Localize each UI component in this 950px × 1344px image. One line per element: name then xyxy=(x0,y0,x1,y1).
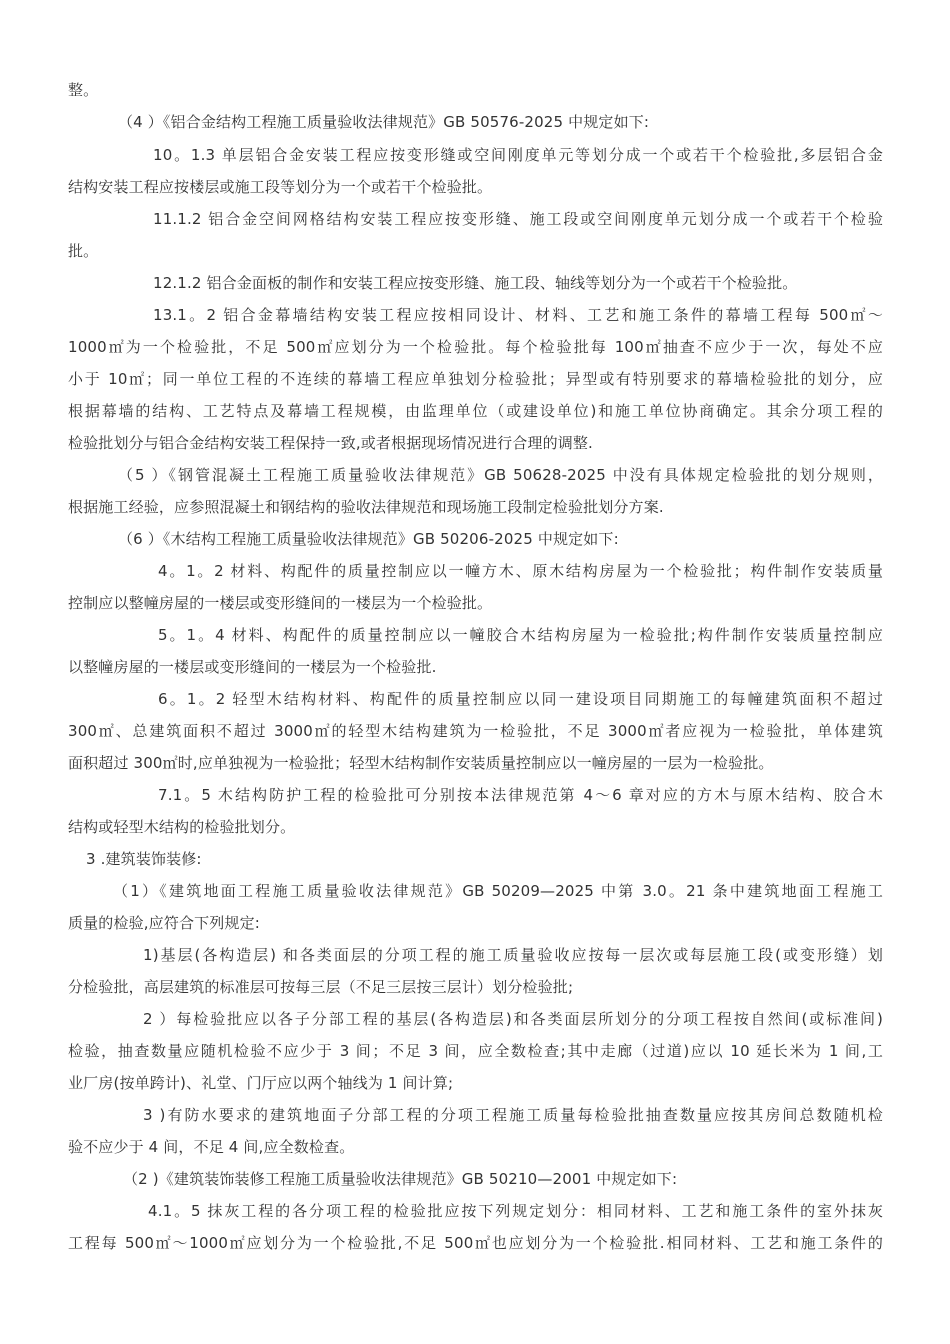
text-line: 工程每 500㎡～1000㎡应划分为一个检验批,不足 500㎡也应划分为一个检验批.相同材料、工艺和施工条件的 xyxy=(68,1234,883,1252)
text-line: 批。 xyxy=(68,242,99,260)
text-line: 1)基层(各构造层) 和各类面层的分项工程的施工质量验收应按每一层次或每层施工段(或变形缝）划 xyxy=(143,946,883,964)
text-line: 4.1。5 抹灰工程的各分项工程的检验批应按下列规定划分：相同材料、工艺和施工条件的室外抹灰 xyxy=(148,1202,883,1220)
text-line: 1000㎡为一个检验批，不足 500㎡应划分为一个检验批。每个检验批每 100㎡抽查不应少于一次，每处不应 xyxy=(68,338,883,356)
text-line: 验不应少于 4 间，不足 4 间,应全数检查。 xyxy=(68,1138,355,1156)
text-line: 结构安装工程应按楼层或施工段等划分为一个或若干个检验批。 xyxy=(68,178,493,196)
text-line: 结构或轻型木结构的检验批划分。 xyxy=(68,818,296,836)
text-line: 10。1.3 单层铝合金安装工程应按变形缝或空间刚度单元等划分成一个或若干个检验批,多层铝合金 xyxy=(153,146,883,164)
text-line: 以整幢房屋的一楼层或变形缝间的一楼层为一个检验批. xyxy=(68,658,437,676)
text-line: 2 ）每检验批应以各子分部工程的基层(各构造层)和各类面层所划分的分项工程按自然间(或标准间) xyxy=(143,1010,883,1028)
text-line: 检验批划分与铝合金结构安装工程保持一致,或者根据现场情况进行合理的调整. xyxy=(68,434,593,452)
text-line: 3 )有防水要求的建筑地面子分部工程的分项工程施工质量每检验批抽查数量应按其房间总数随机检 xyxy=(143,1106,883,1124)
text-line: 根据施工经验，应参照混凝土和钢结构的验收法律规范和现场施工段制定检验批划分方案. xyxy=(68,498,664,516)
text-line: 面积超过 300㎡时,应单独视为一检验批；轻型木结构制作安装质量控制应以一幢房屋的一层为一检验批。 xyxy=(68,754,774,772)
text-line: 控制应以整幢房屋的一楼层或变形缝间的一楼层为一个检验批。 xyxy=(68,594,493,612)
text-line: 13.1。2 铝合金幕墙结构安装工程应按相同设计、材料、工艺和施工条件的幕墙工程每 500㎡～ xyxy=(153,306,883,324)
subsection-heading-2: （2 )《建筑装饰装修工程施工质量验收法律规范》GB 50210—2001 中规定如下: xyxy=(123,1170,678,1188)
text-line: 5。1。4 材料、构配件的质量控制应以一幢胶合木结构房屋为一检验批;构件制作安装质量控制应 xyxy=(158,626,883,644)
text-line: 根据幕墙的结构、工艺特点及幕墙工程规模，由监理单位（或建设单位)和施工单位协商确定。其余分项工程的 xyxy=(68,402,883,420)
subsection-heading-1: （1）《建筑地面工程施工质量验收法律规范》GB 50209—2025 中第 3.0。21 条中建筑地面工程施工 xyxy=(113,882,883,900)
text-line: 检验，抽查数量应随机检验不应少于 3 间；不足 3 间，应全数检查;其中走廊（过道)应以 10 延长米为 1 间,工 xyxy=(68,1042,883,1060)
text-line: 小于 10㎡；同一单位工程的不连续的幕墙工程应单独划分检验批；异型或有特别要求的幕墙检验批的划分，应 xyxy=(68,370,883,388)
text-line: 业厂房(按单跨计)、礼堂、门厅应以两个轴线为 1 间计算; xyxy=(68,1074,454,1092)
text-line: 质量的检验,应符合下列规定: xyxy=(68,914,260,932)
section-heading-3: 3 .建筑装饰装修: xyxy=(86,850,202,868)
text-line: 分检验批，高层建筑的标准层可按每三层（不足三层按三层计）划分检验批; xyxy=(68,978,574,996)
text-line: 4。1。2 材料、构配件的质量控制应以一幢方木、原木结构房屋为一个检验批；构件制作安装质量 xyxy=(158,562,883,580)
text-line: 6。1。2 轻型木结构材料、构配件的质量控制应以同一建设项目同期施工的每幢建筑面积不超过 xyxy=(158,690,883,708)
text-line: 12.1.2 铝合金面板的制作和安装工程应按变形缝、施工段、轴线等划分为一个或若干个检验批。 xyxy=(153,274,798,292)
text-line: 11.1.2 铝合金空间网格结构安装工程应按变形缝、施工段或空间刚度单元划分成一个或若干个检验 xyxy=(153,210,883,228)
text-line: 整。 xyxy=(68,81,99,99)
text-line: 300㎡、总建筑面积不超过 3000㎡的轻型木结构建筑为一检验批，不足 3000㎡者应视为一检验批，单体建筑 xyxy=(68,722,883,740)
text-line: 7.1。5 木结构防护工程的检验批可分别按本法律规范第 4～6 章对应的方木与原木结构、胶合木 xyxy=(158,786,883,804)
section-heading-5: （5 ）《钢管混凝土工程施工质量验收法律规范》GB 50628-2025 中没有具体规定检验批的划分规则， xyxy=(118,466,883,484)
section-heading-6: （6 ）《木结构工程施工质量验收法律规范》GB 50206-2025 中规定如下: xyxy=(118,530,619,548)
section-heading-4: （4 ）《铝合金结构工程施工质量验收法律规范》GB 50576-2025 中规定如下: xyxy=(118,113,650,131)
